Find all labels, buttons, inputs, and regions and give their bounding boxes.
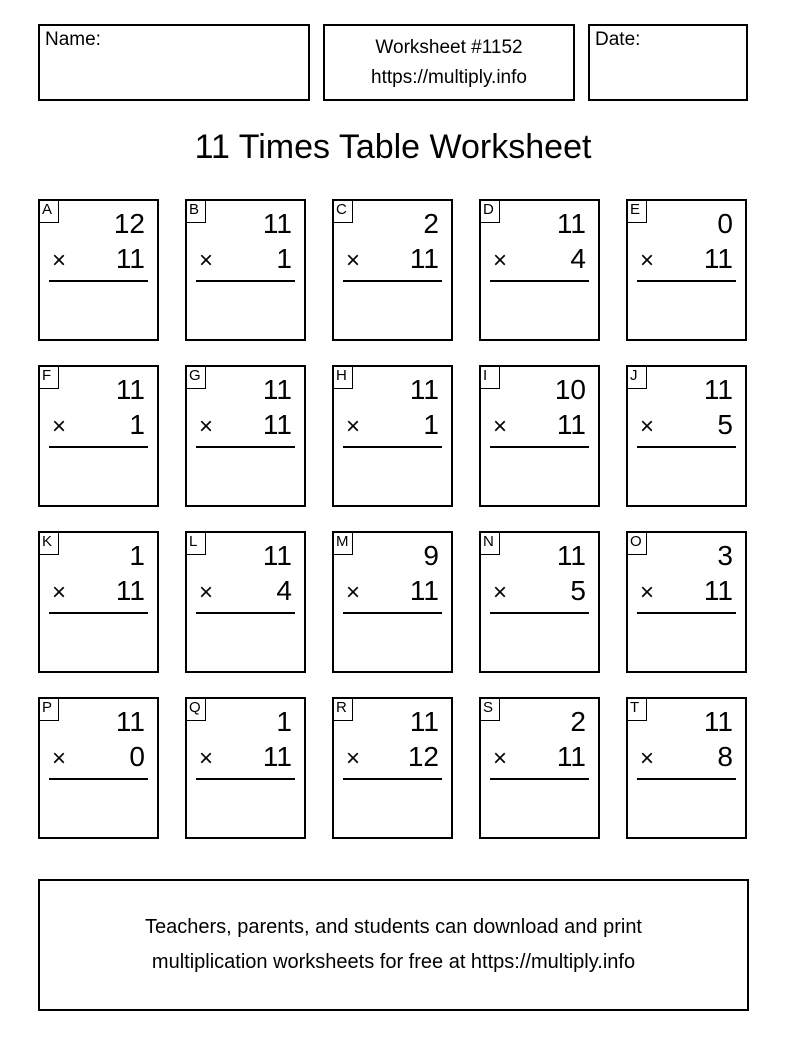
multiplicand: 2 [423, 208, 439, 239]
multiplier: 11 [556, 409, 586, 440]
multiplicand: 11 [556, 208, 586, 239]
answer-line [343, 612, 442, 614]
multiplicand: 11 [703, 706, 733, 737]
problem-card [626, 531, 747, 673]
worksheet-info-box [323, 24, 575, 101]
multiply-sign-icon: × [199, 413, 214, 440]
answer-line [196, 446, 295, 448]
answer-line [49, 446, 148, 448]
problem-label: F [38, 365, 59, 389]
problem-label: D [479, 199, 500, 223]
problem-label: L [185, 531, 206, 555]
problem-label: C [332, 199, 353, 223]
problem-card [626, 365, 747, 507]
problem-label: T [626, 697, 647, 721]
multiplicand: 11 [556, 540, 586, 571]
problem-label: M [332, 531, 353, 555]
problem-card [38, 199, 159, 341]
multiplicand: 1 [129, 540, 145, 571]
multiplicand: 9 [423, 540, 439, 571]
worksheet-url: https://multiply.info [371, 66, 527, 88]
multiplier: 8 [717, 741, 733, 772]
problem-card [332, 365, 453, 507]
problem-label: I [479, 365, 500, 389]
problem-label: K [38, 531, 59, 555]
multiply-sign-icon: × [640, 745, 655, 772]
multiplicand: 11 [262, 374, 292, 405]
answer-line [196, 612, 295, 614]
multiplicand: 11 [115, 374, 145, 405]
multiplier: 4 [570, 243, 586, 274]
multiplicand: 11 [409, 706, 439, 737]
problem-card [38, 531, 159, 673]
problem-card [38, 365, 159, 507]
problem-label: H [332, 365, 353, 389]
problem-label: Q [185, 697, 206, 721]
multiply-sign-icon: × [52, 413, 67, 440]
answer-line [490, 612, 589, 614]
problem-grid [38, 199, 749, 839]
answer-line [343, 778, 442, 780]
multiply-sign-icon: × [493, 247, 508, 274]
problem-card [332, 697, 453, 839]
problem-card [185, 697, 306, 839]
problem-card [185, 199, 306, 341]
answer-line [49, 612, 148, 614]
multiplier: 12 [407, 741, 439, 772]
multiplicand: 11 [115, 706, 145, 737]
multiply-sign-icon: × [199, 247, 214, 274]
worksheet-number: Worksheet #1152 [375, 36, 523, 58]
multiplicand: 11 [262, 540, 292, 571]
answer-line [196, 778, 295, 780]
multiply-sign-icon: × [52, 247, 67, 274]
multiply-sign-icon: × [199, 579, 214, 606]
answer-line [637, 612, 736, 614]
problem-card [626, 697, 747, 839]
answer-line [637, 778, 736, 780]
multiplier: 11 [703, 243, 733, 274]
problem-card [185, 365, 306, 507]
multiply-sign-icon: × [52, 579, 67, 606]
problem-card [479, 365, 600, 507]
date-field[interactable] [588, 24, 748, 101]
multiply-sign-icon: × [199, 745, 214, 772]
problem-label: S [479, 697, 500, 721]
problem-card [185, 531, 306, 673]
multiply-sign-icon: × [493, 745, 508, 772]
multiplier: 11 [262, 741, 292, 772]
multiplier: 1 [423, 409, 439, 440]
multiply-sign-icon: × [346, 579, 361, 606]
multiplicand: 11 [262, 208, 292, 239]
multiplier: 1 [276, 243, 292, 274]
multiply-sign-icon: × [640, 247, 655, 274]
problem-label: N [479, 531, 500, 555]
multiplier: 11 [556, 741, 586, 772]
multiplicand: 11 [703, 374, 733, 405]
problem-label: O [626, 531, 647, 555]
multiply-sign-icon: × [346, 247, 361, 274]
problem-card [626, 199, 747, 341]
problem-card [479, 531, 600, 673]
multiplier: 11 [409, 243, 439, 274]
answer-line [343, 446, 442, 448]
answer-line [490, 778, 589, 780]
problem-label: P [38, 697, 59, 721]
problem-card [38, 697, 159, 839]
problem-label: A [38, 199, 59, 223]
answer-line [196, 280, 295, 282]
answer-line [637, 446, 736, 448]
problem-label: B [185, 199, 206, 223]
problem-card [332, 531, 453, 673]
multiply-sign-icon: × [640, 579, 655, 606]
problem-label: J [626, 365, 647, 389]
multiplier: 11 [703, 575, 733, 606]
answer-line [49, 778, 148, 780]
problem-card [479, 199, 600, 341]
multiplier: 11 [262, 409, 292, 440]
problem-label: R [332, 697, 353, 721]
multiply-sign-icon: × [346, 745, 361, 772]
multiply-sign-icon: × [640, 413, 655, 440]
footer-line-1: Teachers, parents, and students can download and print [145, 916, 642, 938]
multiplicand: 3 [717, 540, 733, 571]
multiply-sign-icon: × [52, 745, 67, 772]
footer-line-2: multiplication worksheets for free at https://multiply.info [151, 951, 636, 973]
answer-line [637, 280, 736, 282]
name-field[interactable] [38, 24, 310, 101]
multiplicand: 11 [409, 374, 439, 405]
multiplier: 11 [409, 575, 439, 606]
multiply-sign-icon: × [493, 413, 508, 440]
page-title: 11 Times Table Worksheet [194, 128, 592, 166]
problem-label: E [626, 199, 647, 223]
multiplier: 0 [129, 741, 145, 772]
multiplicand: 1 [276, 706, 292, 737]
multiplicand: 0 [717, 208, 733, 239]
answer-line [49, 280, 148, 282]
name-label: Name: [45, 29, 101, 50]
answer-line [343, 280, 442, 282]
multiplier: 5 [717, 409, 733, 440]
multiplier: 4 [276, 575, 292, 606]
multiplicand: 10 [554, 374, 586, 405]
multiplicand: 2 [570, 706, 586, 737]
multiply-sign-icon: × [493, 579, 508, 606]
footer-box [38, 879, 749, 1011]
multiply-sign-icon: × [346, 413, 361, 440]
date-label: Date: [595, 29, 641, 50]
multiplier: 11 [115, 575, 145, 606]
problem-label: G [185, 365, 206, 389]
answer-line [490, 446, 589, 448]
problem-card [479, 697, 600, 839]
multiplier: 11 [115, 243, 145, 274]
answer-line [490, 280, 589, 282]
multiplier: 5 [570, 575, 586, 606]
multiplicand: 12 [113, 208, 145, 239]
multiplier: 1 [129, 409, 145, 440]
problem-card [332, 199, 453, 341]
